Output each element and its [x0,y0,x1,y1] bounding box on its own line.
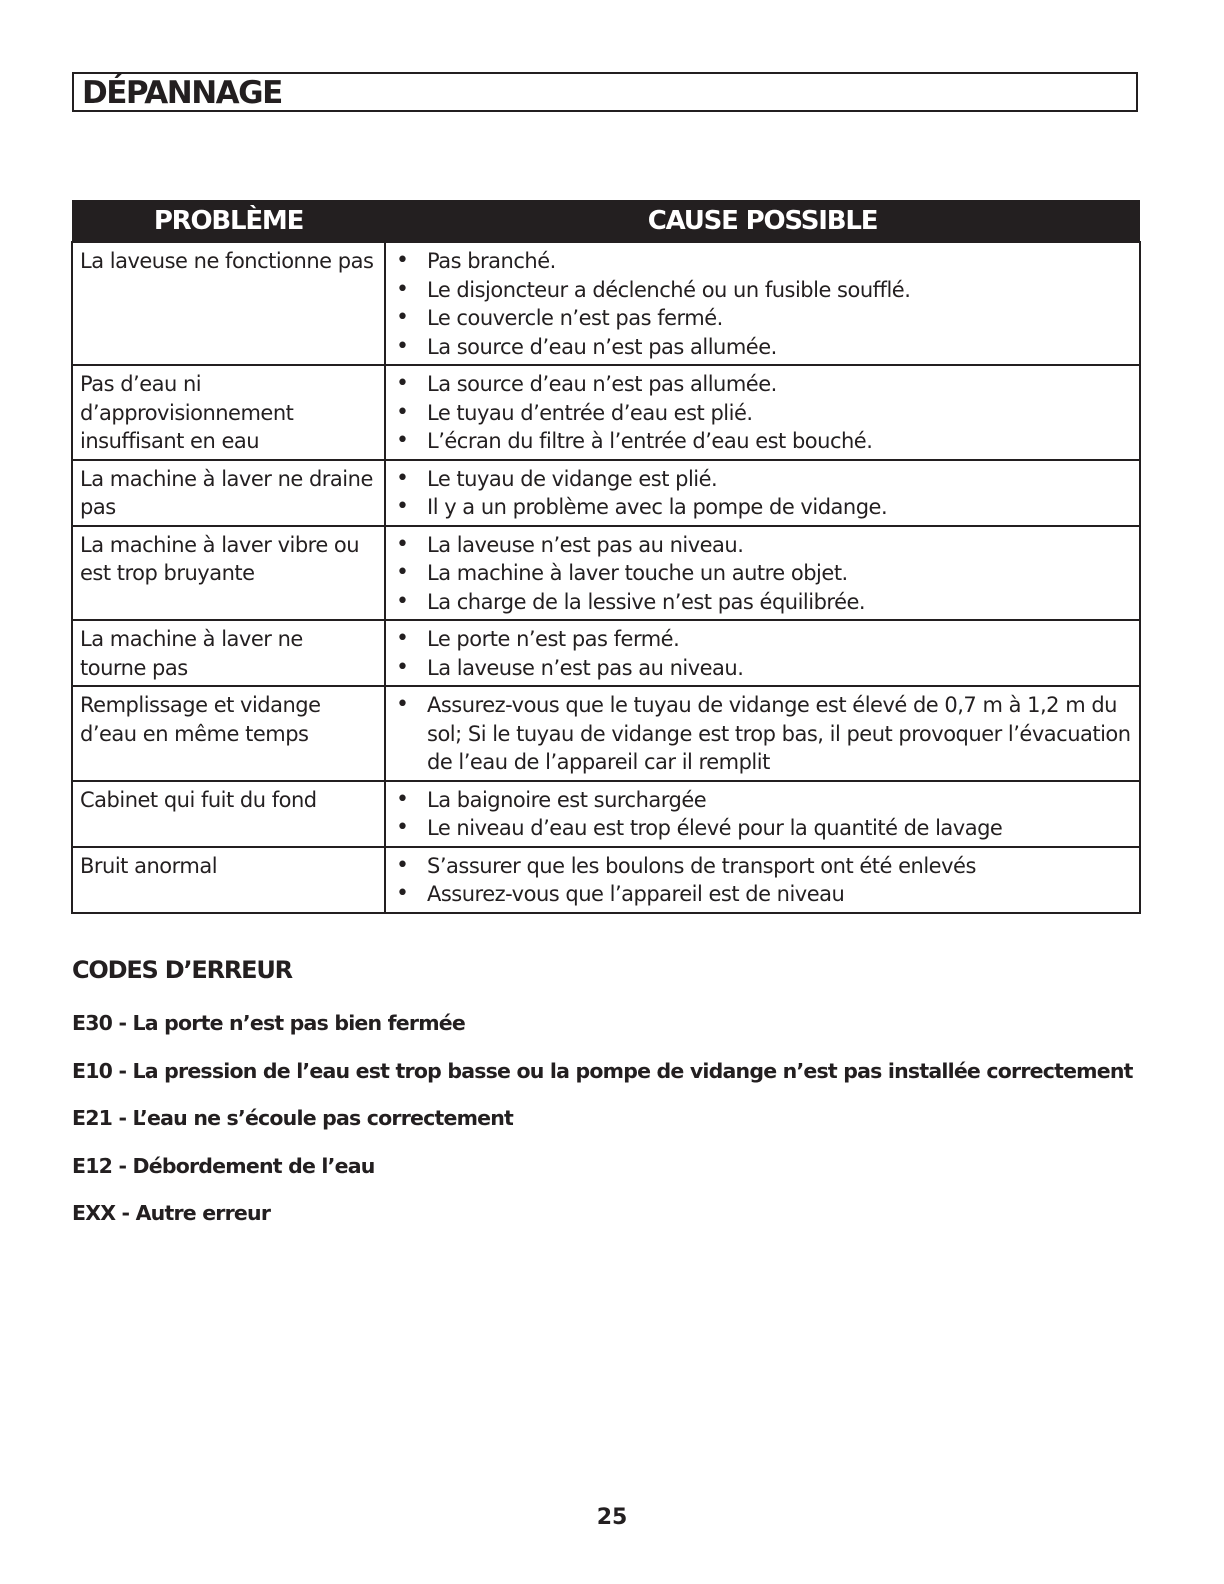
cause-item: • La machine à laver touche un autre objet. [393,559,1132,588]
error-code-item: E12 - Débordement de l’eau [72,1153,375,1178]
cause-item: • La charge de la lessive n’est pas équilibrée. [393,588,1132,617]
error-codes-list [72,1008,1152,1246]
cause-list [393,465,1132,522]
cause-cell [385,242,1140,365]
page-title-box [72,72,1138,112]
cause-item: • La source d’eau n’est pas allumée. [393,370,1132,399]
table-row [72,781,1140,847]
table-row [72,847,1140,913]
page-number: 25 [596,1505,628,1530]
cause-cell [385,526,1140,621]
problem-cell: Pas d’eau ni d’approvisionnement insuffisant en eau [72,365,385,460]
cause-item: • Le porte n’est pas fermé. [393,625,1132,654]
cause-list [393,531,1132,617]
cause-cell [385,620,1140,686]
table-row [72,460,1140,526]
cause-cell [385,686,1140,781]
problem-cell: Remplissage et vidange d’eau en même temps [72,686,385,781]
table-row [72,686,1140,781]
cause-list [393,691,1132,777]
cause-item: • Assurez-vous que le tuyau de vidange est élevé de 0,7 m à 1,2 m du sol; Si le tuyau de vidange est trop bas, il peut provoquer l’évacuation de l’eau de l’appareil car il remplit [393,691,1132,777]
problem-cell: La machine à laver vibre ou est trop bruyante [72,526,385,621]
table-row [72,242,1140,365]
cause-item: • Pas branché. [393,247,1132,276]
error-codes-title: CODES D’ERREUR [72,956,292,984]
cause-item: • Le niveau d’eau est trop élevé pour la quantité de lavage [393,814,1132,843]
cause-cell [385,847,1140,913]
cause-item: • Il y a un problème avec la pompe de vidange. [393,493,1132,522]
cause-item: • La baignoire est surchargée [393,786,1132,815]
problem-cell: Cabinet qui fuit du fond [72,781,385,847]
cause-item: • L’écran du filtre à l’entrée d’eau est bouché. [393,427,1132,456]
problem-cell: La laveuse ne fonctionne pas [72,242,385,365]
error-code-item: EXX - Autre erreur [72,1201,271,1225]
error-code-item: E21 - L’eau ne s’écoule pas correctement [72,1106,514,1130]
cause-item: • Le tuyau d’entrée d’eau est plié. [393,399,1132,428]
column-header-cause: CAUSE POSSIBLE [385,200,1140,242]
cause-item: • La laveuse n’est pas au niveau. [393,531,1132,560]
cause-list [393,786,1132,843]
table-row [72,365,1140,460]
cause-item: • Assurez-vous que l’appareil est de niveau [393,880,1132,909]
cause-list [393,247,1132,361]
cause-item: • Le tuyau de vidange est plié. [393,465,1132,494]
column-header-problem: PROBLÈME [72,200,385,242]
table-header-row [72,200,1140,242]
cause-list [393,625,1132,682]
table-row [72,526,1140,621]
problem-cell: La machine à laver ne tourne pas [72,620,385,686]
cause-list [393,852,1132,909]
cause-item: • S’assurer que les boulons de transport ont été enlevés [393,852,1132,881]
error-code-item: E10 - La pression de l’eau est trop basse ou la pompe de vidange n’est pas installée correctement [72,1058,1133,1083]
page-title: DÉPANNAGE [82,75,282,111]
cause-item: • Le disjoncteur a déclenché ou un fusible soufflé. [393,276,1132,305]
cause-item: • La source d’eau n’est pas allumée. [393,333,1132,362]
cause-cell [385,365,1140,460]
troubleshooting-table [71,200,1141,914]
problem-cell: La machine à laver ne draine pas [72,460,385,526]
problem-cell: Bruit anormal [72,847,385,913]
error-code-item: E30 - La porte n’est pas bien fermée [72,1011,465,1035]
cause-item: • Le couvercle n’est pas fermé. [393,304,1132,333]
table-row [72,620,1140,686]
cause-cell [385,460,1140,526]
cause-list [393,370,1132,456]
cause-cell [385,781,1140,847]
cause-item: • La laveuse n’est pas au niveau. [393,654,1132,683]
